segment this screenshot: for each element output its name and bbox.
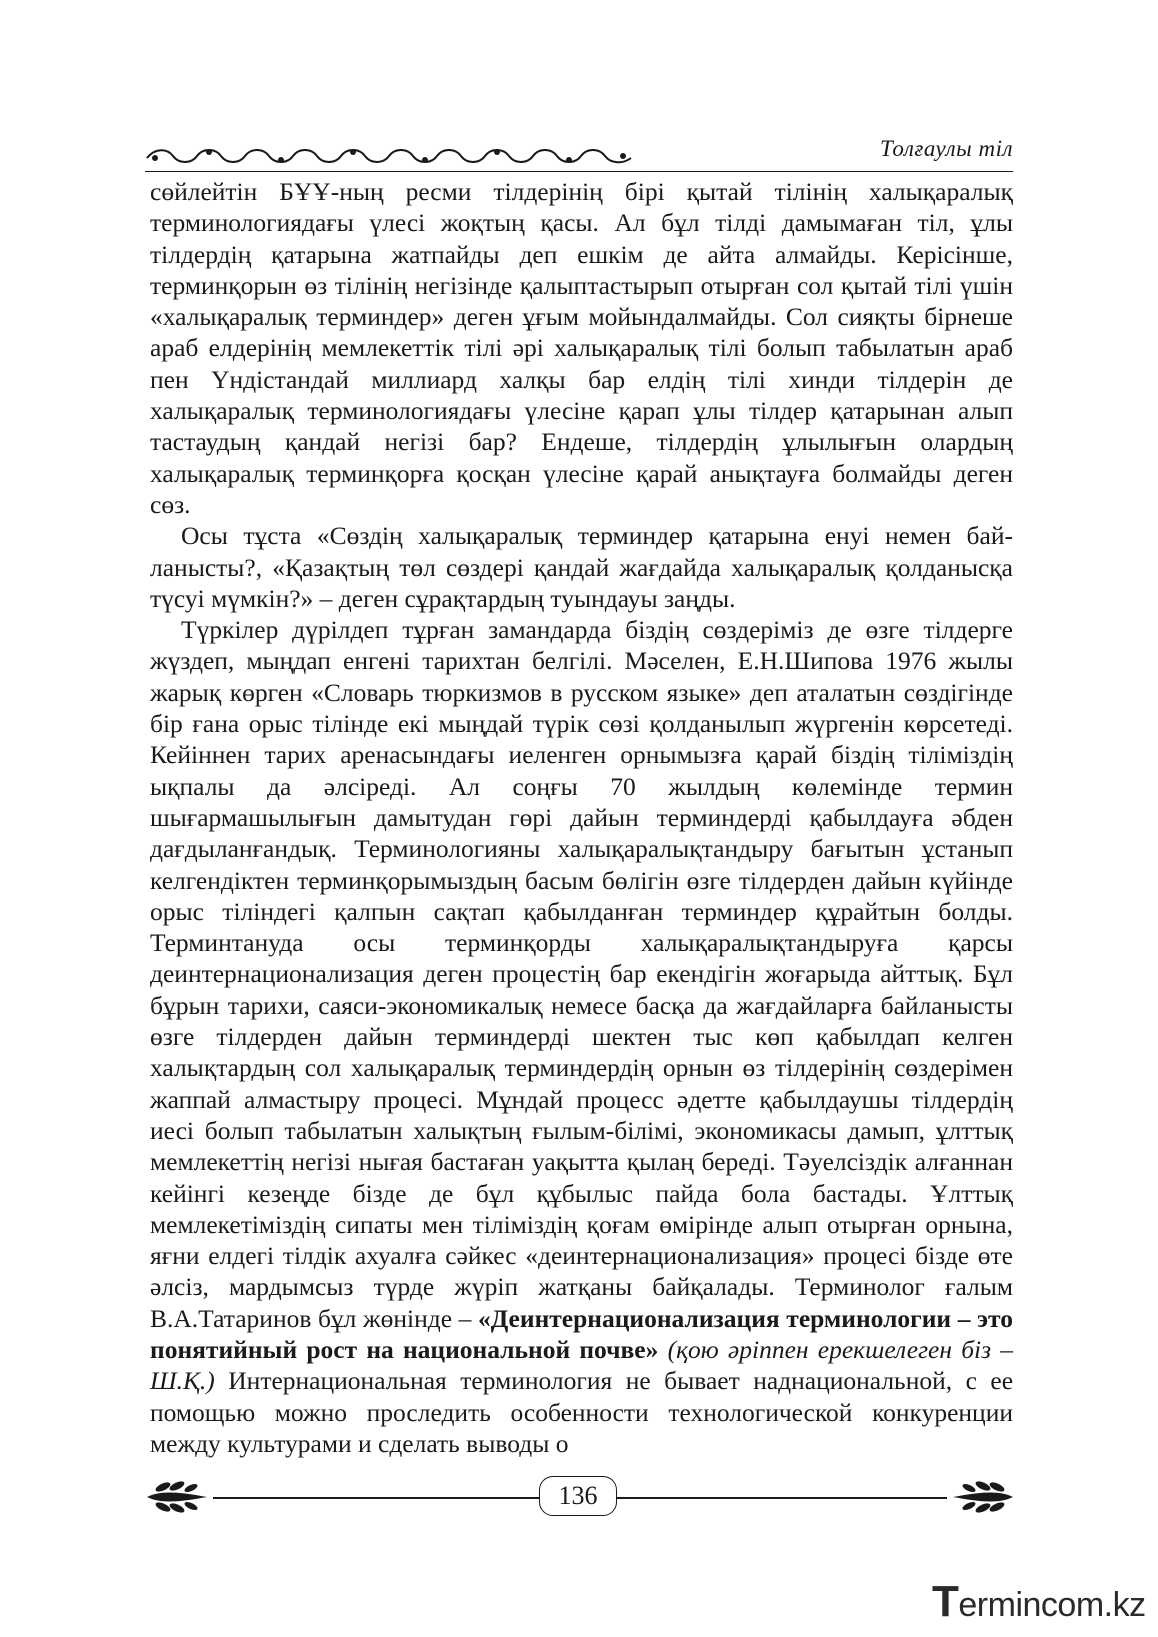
running-title: Толғаулы тіл xyxy=(879,136,1013,161)
bold-quote: «Деинтернационализация терминологии – это понятийный рост на национальной почве» xyxy=(150,1303,1013,1364)
paragraph: Осы тұста «Сөздің халықаралық терминдер қатарына енуі немен байланысты?, «Қазақтың төл сөздері қандай жағдайда халықаралық қолданысқа түсуі мүмкін?» – деген сұрақтардың туындауы заңды. xyxy=(150,521,1013,613)
site-watermark xyxy=(932,1577,1146,1627)
page-number: 136 xyxy=(539,1476,617,1516)
watermark-initial: T xyxy=(932,1577,959,1626)
russian-quote-text: Интернациональная терминология не бывает наднациональной, с ее помощью можно проследить особенности технологической конкуренции между культурами и сделать выводы о xyxy=(150,1366,1014,1458)
watermark-text: ermincom.kz xyxy=(958,1586,1146,1624)
main-text xyxy=(150,176,1013,1459)
leaf-ornament-left-icon xyxy=(145,1477,215,1517)
leaf-ornament-right-icon xyxy=(945,1477,1015,1517)
paragraph xyxy=(150,614,1013,1459)
scroll-ornament-icon xyxy=(145,144,635,170)
paragraph: сөйлейтін БҰҰ-ның ресми тілдерінің бірі қытай тілінің халықаралық терминологиядағы үлесі жоқтың қасы. Ал бұл тілді дамымаған тіл, ұлы тілдердің қатарына жатпайды деп ешкім де айта алмайды. Керісінше, терминқорын өз тілінің негізінде қалыптастырып отырған сол қытай тілі үшін «халықаралық терминдер» деген ұғым мойындалмайды. Сол сияқты бірнеше араб елдерінің мемлекеттік тілі әрі халықаралық тілі болып табылатын араб пен Үндістандай миллиард халқы бар елдің тілі хинди тілдерін де халықаралық терминологиядағы үлесіне қарап ұлы тілдер қатарынан алып тастаудың қандай негізі бар? Ендеше, тілдердің ұлылығын олардың халықаралық терминқорға қосқан үлесіне қарай анықтауға болмайды деген сөз. xyxy=(150,177,1013,519)
page-header xyxy=(145,132,1013,172)
paragraph-text: Түркілер дүрілдеп тұрған замандарда біздің сөздеріміз де өзге тілдерге жүздеп, мыңдап енгені тарихтан белгілі. Мәселен, Е.Н.Шипова 1976 жылы жарық көрген «Словарь тюркизмов в русском языке» деп аталатын сөздігінде бір ғана орыс тілінде екі мыңдай түрік сөзі қолданылып жүргенін көрсетеді. Кейіннен тарих аренасындағы иеленген орнымызға қарай біздің тіліміздің ықпалы да әлсіреді. Ал соңғы 70 жылдың көлемінде термин шығармашылығын дамытудан гөрі дайын терминдерді қабылдауға әбден дағдыланғандық. Терминологияны халықаралықтандыру бағытын ұстанып келгендіктен терминқорымыздың басым бөлігін өзге тілдерден дайын күйінде орыс тіліндегі қалпын сақтап қабылданған терминдер құрайтын болды. Терминтануда осы терминқорды халықаралықтандыруға қарсы деинтернационализация деген процестің бар екендігін жоғарыда айттық. Бұл бұрын тарихи, саяси-экономикалық немесе басқа да жағдайларға байланысты өзге тілдерден дайын терминдерді шектен тыс көп қабылдап келген халықтардың сол халықаралық терминдердің орнын өз тілдерінің сөздерімен жаппай алмастыру процесі. Мұндай процесс әдетте қабылдаушы тілдердің иесі болып табылатын халықтың ғылым-білімі, экономикасы дамып, ұлттық мемлекеттің негізі нығая бастаған уақытта қылаң береді. Тәуелсіздік алғаннан кейінгі кезеңде бізде де бұл құбылыс пайда бола бастады. Ұлттық мемлекетіміздің сипаты мен тіліміздің қоғам өмірінде алып отырған орнына, яғни елдегі тілдік ахуалға сәйкес «деинтернационализация» процесі бізде өте әлсіз, мардымсыз түрде жүріп жатқаны байқалады. Терминолог ғалым В.А.Татаринов бұл жөнінде – xyxy=(150,615,1013,1333)
footer-rule-right xyxy=(617,1497,947,1499)
footer-rule-left xyxy=(213,1497,539,1499)
page-footer xyxy=(145,1470,1015,1520)
header-rule xyxy=(145,171,1013,173)
italic-note: (қою әріппен ерекшелеген біз – Ш.Қ.) xyxy=(150,1334,1014,1396)
